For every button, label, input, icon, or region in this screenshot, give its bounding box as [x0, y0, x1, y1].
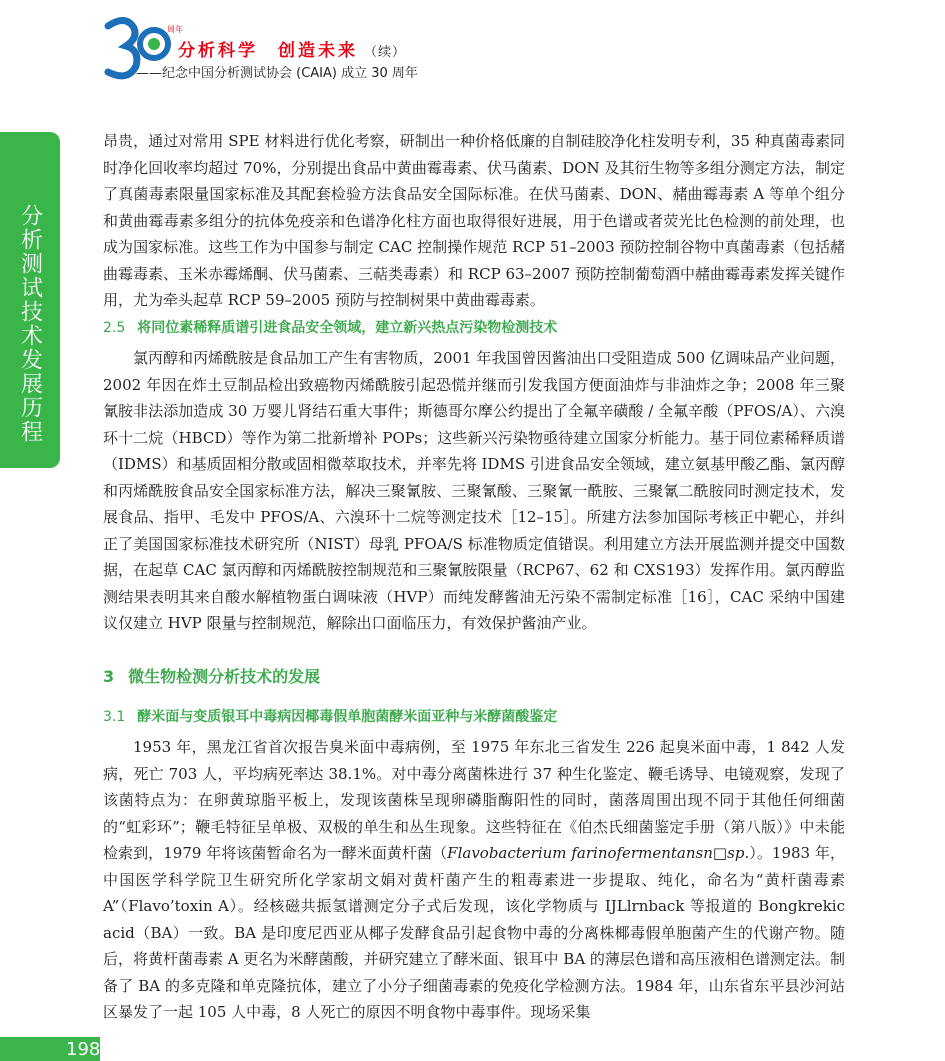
heading-number: 2.5 — [103, 320, 126, 336]
paragraph-text-b: ）。1983 年，中国医学科学院卫生研究所化学家胡文娟对黄杆菌产生的粗毒素进一步提取、纯化，命名为“黄杆菌毒素 A”（Flavo’toxin A）。经核磁共振氢谱测定分子式后发现，该化学物质与 IJLlrnback 等报道的 Bongkrekic acid（BA）一致。BA 是印度尼西亚从椰子发酵食品引起食物中毒的分离株椰毒假单胞菌产生的代谢产物。随后，将黄杆菌毒素 A 更名为米酵菌酸，并研究建立了酵米面、银耳中 BA 的薄层色谱和高压液相色谱测定法。制备了 BA 的多克隆和单克隆抗体，建立了小分子细菌毒素的免疫化学检测方法。1984 年，山东省东平县沙河站区暴发了一起 105 人中毒，8 人死亡的原因不明食物中毒事件。现场采集 — [103, 844, 845, 1021]
paragraph-bongkrekic-acid — [103, 734, 845, 1026]
heading-number: 3 — [103, 667, 115, 686]
heading-text: 微生物检测分析技术的发展 — [128, 667, 321, 686]
header-title-suffix: （续） — [364, 45, 407, 60]
heading-number: 3.1 — [103, 709, 126, 725]
heading-text: 酵米面与变质银耳中毒病因椰毒假单胞菌酵米面亚种与米酵菌酸鉴定 — [137, 709, 558, 725]
paragraph-idms: 氯丙醇和丙烯酰胺是食品加工产生有害物质，2001 年我国曾因酱油出口受阻造成 500 亿调味品产业问题，2002 年因在炸土豆制品检出致癌物丙烯酰胺引起恐慌并继而引发我国方便面油炸与非油炸之争；2008 年三聚氰胺非法添加造成 30 万婴儿肾结石重大事件；斯德哥尔摩公约提出了全氟辛磺酸 / 全氟辛酸（PFOS/A）、六溴环十二烷（HBCD）等作为第二批新增补 POPs；这些新兴污染物亟待建立国家分析能力。基于同位素稀释质谱（IDMS）和基质固相分散或固相微萃取技术，并率先将 IDMS 引进食品安全领域，建立氨基甲酸乙酯、氯丙醇和丙烯酰胺食品安全国家标准方法，解决三聚氰胺、三聚氰酸、三聚氰一酰胺、三聚氰二酰胺同时测定技术，发展食品、指甲、毛发中 PFOS/A、六溴环十二烷等测定技术［12–15］。所建方法参加国际考核正中靶心，并纠正了美国国家标准技术研究所（NIST）母乳 PFOA/S 标准物质定值错误。利用建立方法开展监测并提交中国数据，在起草 CAC 氯丙醇和丙烯酰胺控制规范和三聚氰胺限量（RCP67、62 和 CXS193）发挥作用。氯丙醇监测结果表明其来自酸水解植物蛋白调味液（HVP）而纯发酵酱油无污染不需制定标准［16］，CAC 采纳中国建议仅建立 HVP 限量与控制规范，解除出口面临压力，有效保护酱油产业。 — [103, 349, 845, 632]
latin-species-name: Flavobacterium farinofermentansn — [447, 844, 713, 862]
latin-sp: sp. — [727, 844, 750, 862]
chapter-side-tab-label — [0, 204, 60, 444]
heading-section-3-1 — [103, 706, 557, 726]
heading-section-2-5 — [103, 317, 557, 337]
side-tab-text: 分析测试技术发展历程 — [17, 204, 43, 444]
header-title — [178, 36, 406, 61]
page-number-tab — [0, 1037, 100, 1061]
missing-glyph-box: □ — [712, 844, 728, 862]
header-title-text: 分析科学 创造未来 — [178, 41, 358, 61]
paragraph-mycotoxin: 昂贵，通过对常用 SPE 材料进行优化考察，研制出一种价格低廉的自制硅胶净化柱发明专利，35 种真菌毒素同时净化回收率均超过 70%，分别提出食品中黄曲霉毒素、伏马菌素、DON 及其衍生物等多组分测定方法，制定了真菌毒素限量国家标准及其配套检验方法食品安全国际标准。在伏马菌素、DON、赭曲霉毒素 A 等单个组分和黄曲霉毒素多组分的抗体免疫亲和色谱净化柱方面也取得很好进展，用于色谱或者荧光比色检测的前处理，也成为国家标准。这些工作为中国参与制定 CAC 控制操作规范 RCP 51–2003 预防控制谷物中真菌毒素（包括赭曲霉毒素、玉米赤霉烯酮、伏马菌素、三萜类毒素）和 RCP 63–2007 预防控制葡萄酒中赭曲霉毒素发挥关键作用，尤为牵头起草 RCP 59–2005 预防与控制树果中黄曲霉毒素。 — [103, 132, 845, 309]
header-subtitle: ——纪念中国分析测试协会 (CAIA) 成立 30 周年 — [136, 66, 418, 81]
paragraph-text-a: 1953 年，黑龙江省首次报告臭米面中毒病例，至 1975 年东北三省发生 226 起臭米面中毒，1 842 人发病，死亡 703 人，平均病死率达 38.1%。对中毒分离菌株进行 37 种生化鉴定、鞭毛诱导、电镜观察，发现了该菌特点为：在卵黄琼脂平板上，发现该菌株呈现卵磷脂酶阳性的同时，菌落周围出现不同于其他任何细菌的“虹彩环”；鞭毛特征呈单极、双极的单生和丛生现象。这些特征在《伯杰氏细菌鉴定手册（第八版）》中未能检索到，1979 年将该菌暂命名为一酵米面黄杆菌（ — [103, 738, 845, 862]
heading-section-3 — [103, 664, 320, 687]
page-number: 198 — [66, 1039, 101, 1060]
heading-text: 将同位素稀释质谱引进食品安全领域，建立新兴热点污染物检测技术 — [137, 320, 558, 336]
anniversary-label: 周年 — [167, 25, 183, 34]
